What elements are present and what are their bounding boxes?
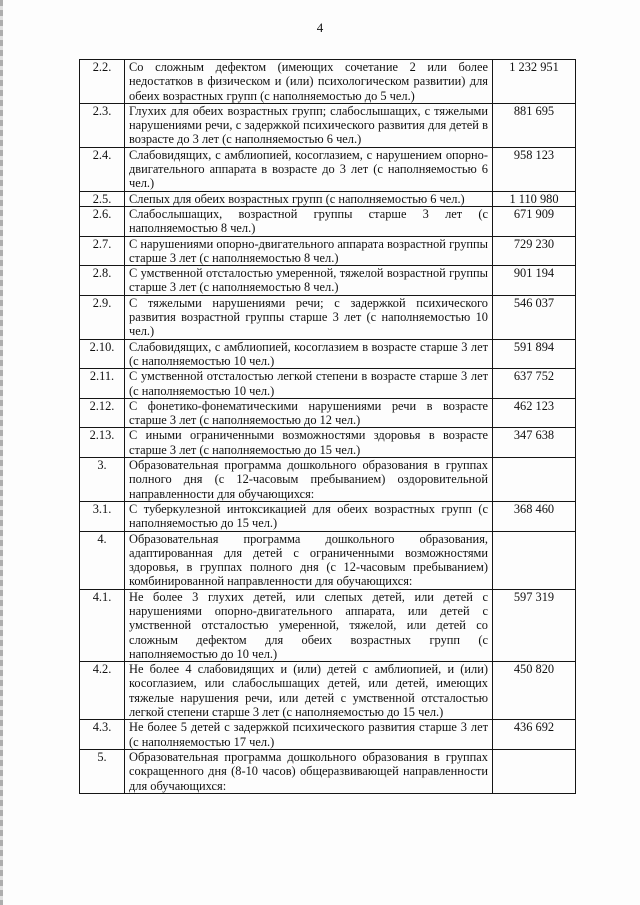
table-row — [80, 720, 576, 750]
row-value: 1 232 951 — [493, 60, 576, 104]
row-value: 450 820 — [493, 662, 576, 720]
row-number: 4.2. — [80, 662, 125, 720]
row-description: С умственной отсталостью умеренной, тяжелой возрастной группы старше 3 лет (с наполняемостью 8 чел.) — [125, 266, 493, 296]
row-value: 729 230 — [493, 236, 576, 266]
row-number: 2.9. — [80, 295, 125, 339]
table-row — [80, 191, 576, 206]
row-value: 597 319 — [493, 589, 576, 661]
row-description: Образовательная программа дошкольного образования, адаптированная для детей с ограниченными возможностями здоровья, в группах полного дня (с 12-часовым пребыванием) комбинированной направленности для обучающихся: — [125, 531, 493, 589]
table-row — [80, 398, 576, 428]
row-description: С фонетико-фонематическими нарушениями речи в возрасте старше 3 лет (с наполняемостью до 12 чел.) — [125, 398, 493, 428]
table-row — [80, 749, 576, 793]
table-row — [80, 531, 576, 589]
row-description: Образовательная программа дошкольного образования в группах полного дня (с 12-часовым пребыванием) оздоровительной направленности для обучающихся: — [125, 458, 493, 502]
table-row — [80, 369, 576, 399]
row-number: 2.11. — [80, 369, 125, 399]
scan-edge — [0, 0, 3, 905]
table-row — [80, 589, 576, 661]
row-value: 637 752 — [493, 369, 576, 399]
row-value: 1 110 980 — [493, 191, 576, 206]
row-value — [493, 749, 576, 793]
row-description: Слабослышащих, возрастной группы старше 3 лет (с наполняемостью 8 чел.) — [125, 206, 493, 236]
row-value: 958 123 — [493, 147, 576, 191]
row-description: Слабовидящих, с амблиопией, косоглазием в возрасте старше 3 лет (с наполняемостью 10 чел.) — [125, 339, 493, 369]
row-description: Слабовидящих, с амблиопией, косоглазием, с нарушением опорно-двигательного аппарата в возрасте до 3 лет (с наполняемостью 6 чел.) — [125, 147, 493, 191]
row-number: 3. — [80, 458, 125, 502]
funding-table — [79, 59, 576, 794]
row-value: 591 894 — [493, 339, 576, 369]
row-description: С иными ограниченными возможностями здоровья в возрасте старше 3 лет (с наполняемостью до 15 чел.) — [125, 428, 493, 458]
row-description: С умственной отсталостью легкой степени в возрасте старше 3 лет (с наполняемостью 10 чел.) — [125, 369, 493, 399]
row-description: Не более 5 детей с задержкой психического развития старше 3 лет (с наполняемостью 17 чел.) — [125, 720, 493, 750]
table-row — [80, 458, 576, 502]
row-number: 2.10. — [80, 339, 125, 369]
row-value: 462 123 — [493, 398, 576, 428]
row-value: 436 692 — [493, 720, 576, 750]
row-number: 2.7. — [80, 236, 125, 266]
table-row — [80, 428, 576, 458]
table-body — [80, 60, 576, 794]
row-description: Глухих для обеих возрастных групп; слабослышащих, с тяжелыми нарушениями речи, с задержкой психического развития для детей в возрасте до 3 лет (с наполняемостью 6 чел.) — [125, 103, 493, 147]
row-number: 3.1. — [80, 501, 125, 531]
row-value — [493, 458, 576, 502]
table-row — [80, 103, 576, 147]
row-number: 2.2. — [80, 60, 125, 104]
table-row — [80, 295, 576, 339]
row-description: Не более 3 глухих детей, или слепых детей, или детей с нарушениями опорно-двигательного аппарата, или детей с умственной отсталостью умеренной, тяжелой, или детей со сложным дефектом для обеих возрастных групп (с наполняемостью до 10 чел.) — [125, 589, 493, 661]
table-row — [80, 662, 576, 720]
row-description: Не более 4 слабовидящих и (или) детей с амблиопией, и (или) косоглазием, или слабослышащих детей, или детей, имеющих тяжелые нарушения речи, или детей с умственной отсталостью легкой степени старше 3 лет (с наполняемостью до 15 чел.) — [125, 662, 493, 720]
row-description: С нарушениями опорно-двигательного аппарата возрастной группы старше 3 лет (с наполняемостью 8 чел.) — [125, 236, 493, 266]
table-row — [80, 147, 576, 191]
row-number: 2.8. — [80, 266, 125, 296]
table-row — [80, 501, 576, 531]
row-value: 347 638 — [493, 428, 576, 458]
row-number: 2.13. — [80, 428, 125, 458]
table-row — [80, 236, 576, 266]
row-number: 2.3. — [80, 103, 125, 147]
row-description: Слепых для обеих возрастных групп (с наполняемостью 6 чел.) — [125, 191, 493, 206]
table-row — [80, 206, 576, 236]
row-value: 368 460 — [493, 501, 576, 531]
row-number: 5. — [80, 749, 125, 793]
row-value: 546 037 — [493, 295, 576, 339]
row-description: С тяжелыми нарушениями речи; с задержкой психического развития возрастной группы старше 3 лет (с наполняемостью 10 чел.) — [125, 295, 493, 339]
row-number: 2.5. — [80, 191, 125, 206]
row-number: 4.3. — [80, 720, 125, 750]
row-number: 2.4. — [80, 147, 125, 191]
row-number: 2.12. — [80, 398, 125, 428]
row-value — [493, 531, 576, 589]
row-description: Со сложным дефектом (имеющих сочетание 2 или более недостатков в физическом и (или) психологическом развитии) для обеих возрастных групп (с наполняемостью до 5 чел.) — [125, 60, 493, 104]
row-value: 881 695 — [493, 103, 576, 147]
row-number: 4.1. — [80, 589, 125, 661]
row-description: С туберкулезной интоксикацией для обеих возрастных групп (с наполняемостью до 15 чел.) — [125, 501, 493, 531]
row-number: 2.6. — [80, 206, 125, 236]
row-value: 901 194 — [493, 266, 576, 296]
table-row — [80, 266, 576, 296]
row-number: 4. — [80, 531, 125, 589]
table-row — [80, 60, 576, 104]
table-row — [80, 339, 576, 369]
page-number: 4 — [316, 20, 324, 35]
row-description: Образовательная программа дошкольного образования в группах сокращенного дня (8-10 часов) общеразвивающей направленности для обучающихся: — [125, 749, 493, 793]
row-value: 671 909 — [493, 206, 576, 236]
